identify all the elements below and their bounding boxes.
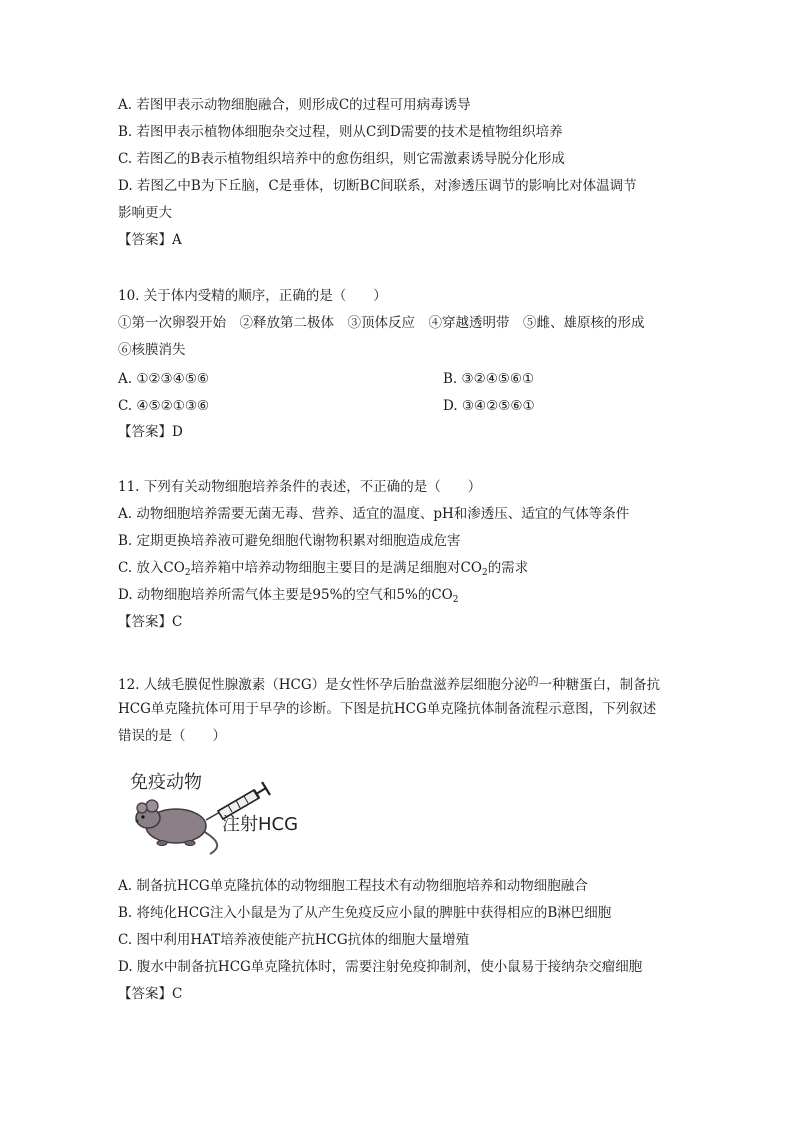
q10-answer: 【答案】D	[118, 424, 183, 440]
q9-answer: 【答案】A	[118, 232, 182, 248]
q11-option-a: A. 动物细胞培养需要无菌无毒、营养、适宜的温度、pH和渗透压、适宜的气体等条件	[118, 506, 630, 522]
q9-option-b: B. 若图甲表示植物体细胞杂交过程，则从C到D需要的技术是植物组织培养	[118, 124, 563, 140]
q12-stem-end: 错误的是（ ）	[118, 728, 226, 744]
q12-option-a: A. 制备抗HCG单克隆抗体的动物细胞工程技术有动物细胞培养和动物细胞融合	[118, 878, 588, 894]
q12-option-d: D. 腹水中制备抗HCG单克隆抗体时，需要注射免疫抑制剂，使小鼠易于接纳杂交瘤细胞	[118, 959, 643, 975]
q9-option-d: D. 若图乙中B为下丘脑，C是垂体，切断BC间联系，对渗透压调节的影响比对体温调节	[118, 178, 637, 194]
q9-option-d-cont: 影响更大	[118, 205, 172, 221]
q12-stem: 12. 人绒毛膜促性腺激素（HCG）是女性怀孕后胎盘滋养层细胞分泌$^的$一种糖蛋白，制备抗	[118, 675, 661, 693]
q12-stem-cont: HCG单克隆抗体可用于早孕的诊断。下图是抗HCG单克隆抗体制备流程示意图，下列叙述	[118, 701, 657, 717]
q10-option-a: A. ①②③④⑤⑥	[118, 371, 209, 387]
q12-option-b: B. 将纯化HCG注入小鼠是为了从产生免疫反应小鼠的脾脏中获得相应的B淋巴细胞	[118, 905, 612, 921]
figure-label-immune-animal: 免疫动物	[130, 772, 202, 793]
figure-label-inject-hcg: 注射HCG	[222, 814, 299, 835]
q12-answer: 【答案】C	[118, 986, 183, 1002]
q10-option-c: C. ④⑤②①③⑥	[118, 398, 210, 414]
q10-items-cont: ⑥核膜消失	[118, 342, 186, 358]
q10-option-d: D. ③④②⑤⑥①	[443, 398, 535, 414]
immunization-figure	[128, 768, 318, 856]
q12-option-c: C. 图中利用HAT培养液使能产抗HCG抗体的细胞大量增殖	[118, 932, 470, 948]
q10-stem: 10. 关于体内受精的顺序，正确的是（ ）	[118, 288, 387, 304]
q10-option-b: B. ③②④⑤⑥①	[443, 371, 535, 387]
q11-stem: 11. 下列有关动物细胞培养条件的表述，不正确的是（ ）	[118, 479, 482, 495]
q11-answer: 【答案】C	[118, 614, 183, 630]
q9-option-a: A. 若图甲表示动物细胞融合，则形成C的过程可用病毒诱导	[118, 97, 471, 113]
q11-option-b: B. 定期更换培养液可避免细胞代谢物积累对细胞造成危害	[118, 533, 461, 549]
q11-option-c: C. 放入$CO_2$培养箱中培养动物细胞主要目的是满足细胞对$CO_2$的需求	[118, 560, 529, 578]
q9-option-c: C. 若图乙的B表示植物组织培养中的愈伤组织，则它需激素诱导脱分化形成	[118, 151, 565, 167]
q10-items: ①第一次卵裂开始 ②释放第二极体 ③顶体反应 ④穿越透明带 ⑤雌、雄原核的形成	[118, 315, 645, 331]
q11-option-d: D. 动物细胞培养所需气体主要是95%的空气和5%的$CO_2$	[118, 587, 459, 605]
